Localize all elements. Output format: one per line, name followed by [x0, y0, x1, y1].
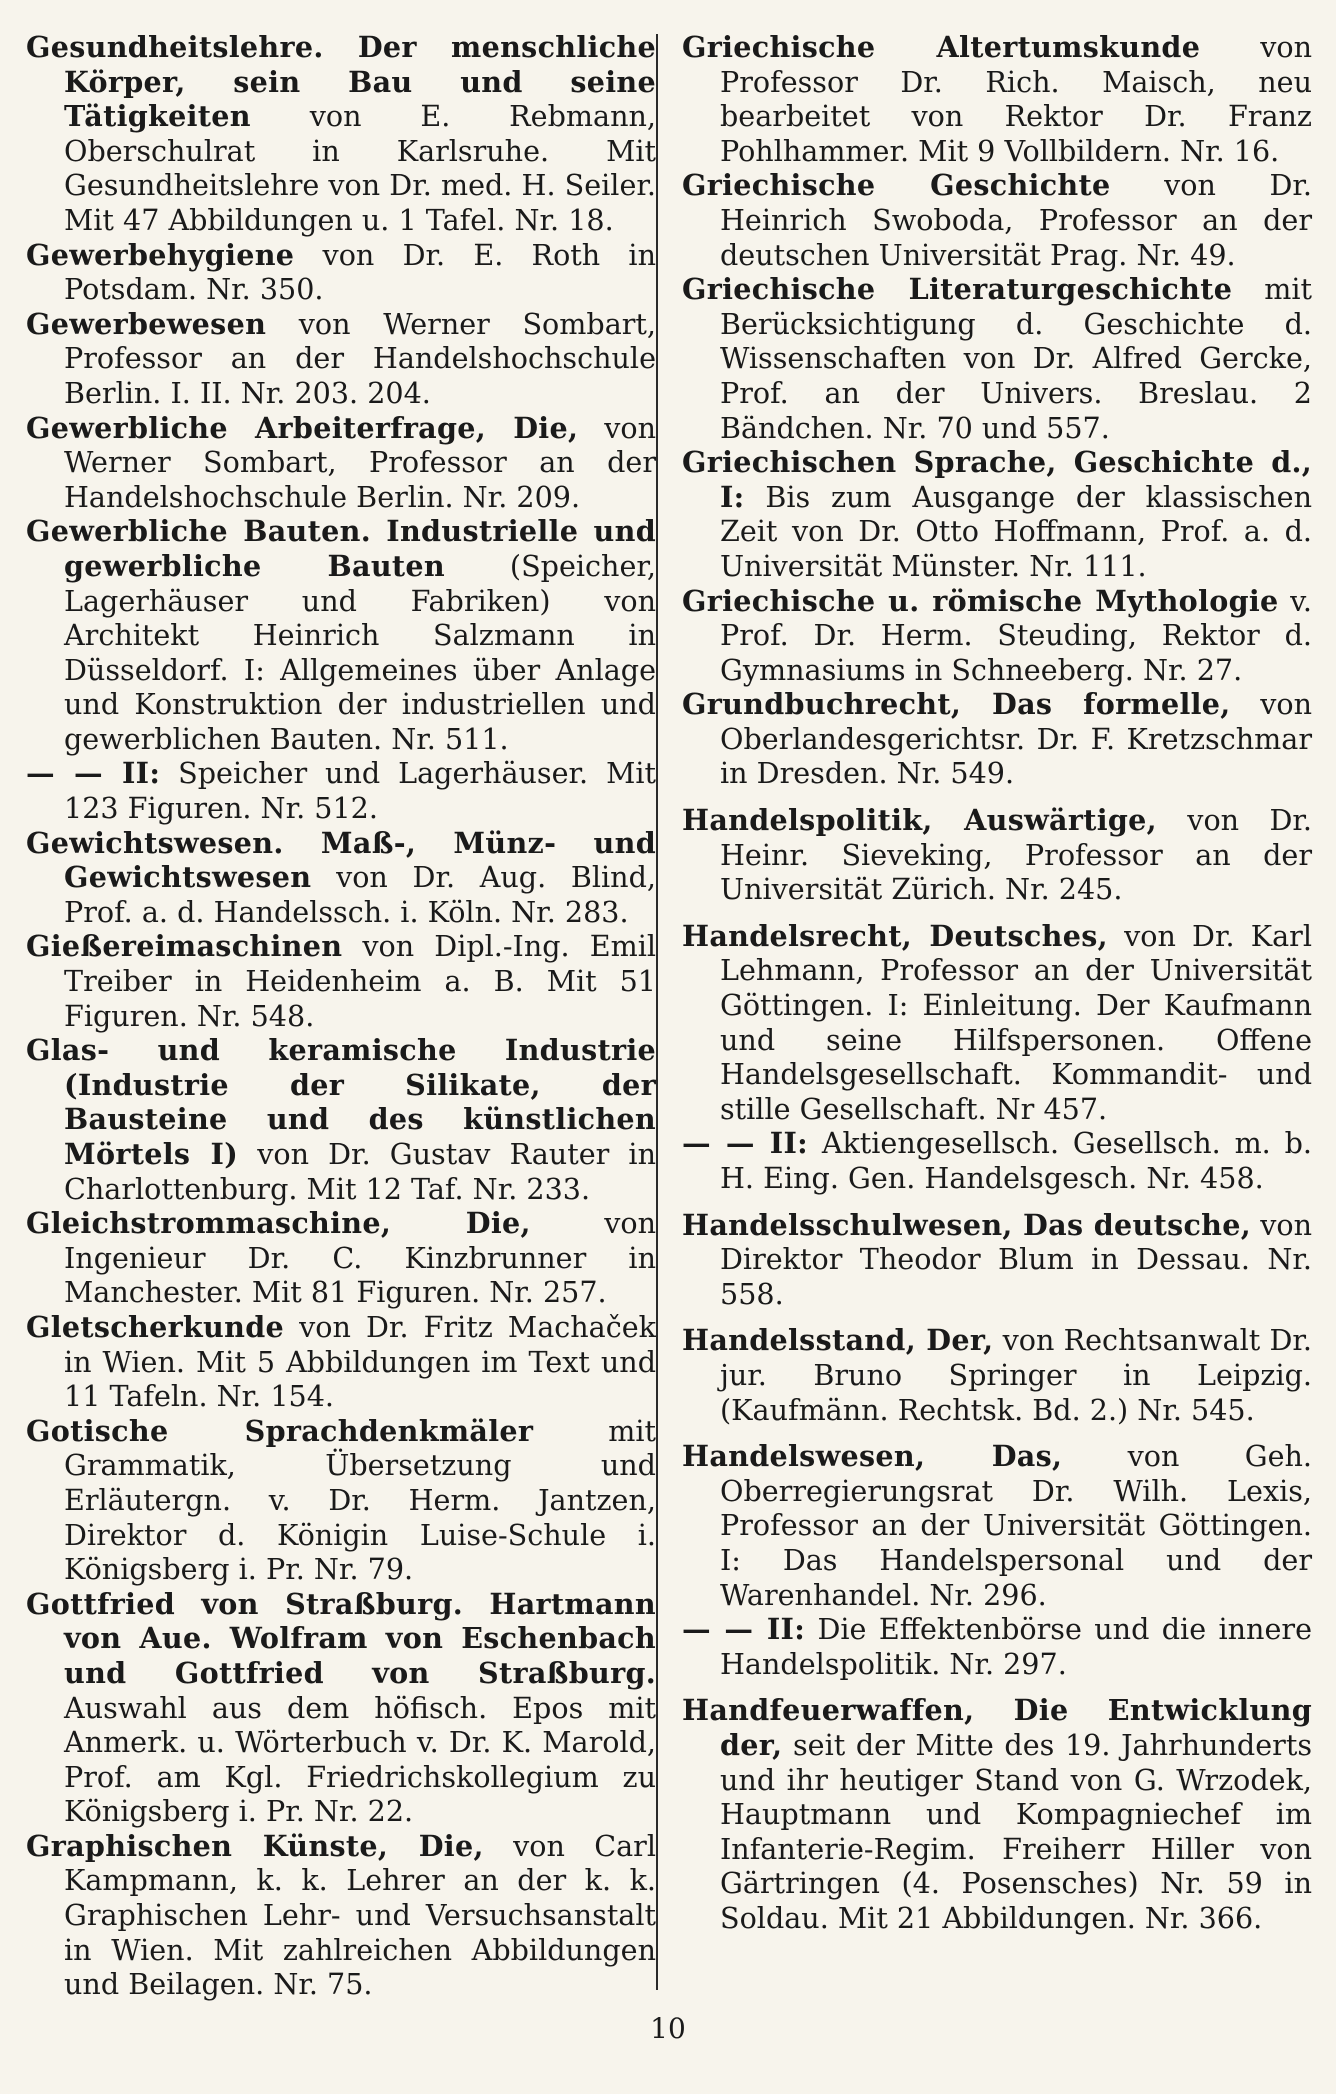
entry-heading: Gewichtswesen. Maß-, Münz- und Gewichtswesen: [26, 825, 656, 895]
catalog-entry: [26, 307, 656, 411]
catalog-entry: [682, 272, 1312, 445]
catalog-entry: [682, 445, 1312, 583]
right-column: [682, 30, 1312, 1935]
entry-heading: Handelsrecht, Deutsches,: [682, 918, 1108, 953]
entry-heading: Handfeuerwaffen, Die Entwicklung der,: [682, 1693, 1312, 1762]
entry-text: von Direktor Theodor Blum in Dessau. Nr. 558.: [720, 1207, 1313, 1311]
catalog-entry: [682, 1439, 1312, 1612]
entry-heading: Griechische Geschichte: [682, 168, 1111, 203]
entry-heading: — — II:: [682, 1126, 808, 1161]
column-divider: [656, 34, 658, 1990]
entry-text: von Rechtsanwalt Dr. jur. Bruno Springer in Leipzig. (Kaufmänn. Rechtsk. Bd. 2.) Nr. 545.: [720, 1323, 1312, 1427]
entry-text: (Speicher, Lagerhäuser und Fabriken) von Architekt Heinrich Salzmann in Düsseldorf. I: Allgemeines über Anlage und Konstruktion der industriellen und gewerblichen Bauten. Nr. 511.: [64, 548, 656, 756]
entry-text: von Dr. Gustav Rauter in Charlottenburg. Mit 12 Taf. Nr. 233.: [64, 1137, 656, 1206]
entry-text: von Werner Sombart, Professor an der Handelshochschule Berlin. I. II. Nr. 203. 204.: [64, 306, 656, 410]
catalog-entry: [26, 514, 656, 756]
catalog-entry: [682, 687, 1312, 791]
entry-text: von Geh. Oberregierungsrat Dr. Wilh. Lexis, Professor an der Universität Göttingen. I: Das Handelspersonal und der Warenhandel. Nr. 296.: [720, 1439, 1312, 1612]
entry-heading: Graphischen Künste, Die,: [26, 1828, 484, 1863]
entry-text: seit der Mitte des 19. Jahrhunderts und ihr heutiger Stand von G. Wrzodek, Hauptmann und Kompagniechef im Infanterie-Regim. Freiherr Hiller von Gärtringen (4. Posensches) Nr. 59 in Soldau. Mit 21 Abbildungen. Nr. 366.: [720, 1727, 1312, 1935]
entry-heading: Gewerbewesen: [26, 306, 267, 341]
catalog-entry: [682, 1693, 1312, 1935]
entry-heading: Grundbuchrecht, Das formelle,: [682, 687, 1231, 722]
entry-heading: — — II:: [682, 1612, 806, 1647]
catalog-entry: [26, 756, 656, 825]
entry-heading: Gleichstrommaschine, Die,: [26, 1206, 531, 1241]
catalog-entry: [682, 1323, 1312, 1427]
catalog-entry: [26, 1414, 656, 1587]
catalog-entry: [26, 826, 656, 930]
page-number: 10: [650, 2012, 686, 2045]
entry-heading: Gewerbliche Arbeiterfrage, Die,: [26, 410, 579, 445]
entry-text: von Professor Dr. Rich. Maisch, neu bearbeitet von Rektor Dr. Franz Pohlhammer. Mit 9 Vollbildern. Nr. 16.: [720, 30, 1312, 168]
catalog-entry: [682, 919, 1312, 1127]
entry-text: Speicher und Lagerhäuser. Mit 123 Figuren. Nr. 512.: [64, 756, 656, 826]
catalog-entry: [26, 1587, 656, 1829]
entry-text: von E. Rebmann, Oberschulrat in Karlsruhe. Mit Gesundheitslehre von Dr. med. H. Seiler. Mit 47 Abbildungen u. 1 Tafel. Nr. 18.: [64, 99, 656, 237]
entry-text: von Dr. Heinrich Swoboda, Professor an der deutschen Universität Prag. Nr. 49.: [720, 168, 1312, 272]
catalog-entry: [26, 1033, 656, 1206]
catalog-entry: [26, 30, 656, 238]
entry-heading: Gesundheitslehre. Der menschliche Körper, sein Bau und seine Tätigkeiten: [26, 30, 656, 134]
entry-heading: Handelsstand, Der,: [682, 1323, 994, 1358]
catalog-entry: [682, 803, 1312, 907]
entry-text: Auswahl aus dem höfisch. Epos mit Anmerk. u. Wörterbuch v. Dr. K. Marold, Prof. am Kgl. Friedrichskollegium zu Königsberg i. Pr. Nr. 22.: [64, 1690, 656, 1829]
catalog-entry: [682, 30, 1312, 168]
entry-text: Bis zum Ausgange der klassischen Zeit von Dr. Otto Hoffmann, Prof. a. d. Universität Münster. Nr. 111.: [720, 479, 1312, 583]
entry-heading: Gießereimaschinen: [26, 929, 343, 964]
entry-text: v. Prof. Dr. Herm. Steuding, Rektor d. Gymnasiums in Schneeberg. Nr. 27.: [720, 583, 1312, 687]
catalog-entry: [26, 1310, 656, 1414]
entry-heading: Gewerbliche Bauten. Industrielle und gewerbliche Bauten: [26, 514, 656, 583]
catalog-entry: [26, 1206, 656, 1310]
entry-text: von Oberlandesgerichtsr. Dr. F. Kretzschmar in Dresden. Nr. 549.: [720, 687, 1312, 791]
entry-heading: Griechische Literaturgeschichte: [682, 272, 1233, 307]
catalog-entry: [682, 584, 1312, 688]
catalog-entry: [26, 411, 656, 515]
entry-heading: — — II:: [26, 756, 161, 791]
entry-text: von Dr. Heinr. Sieveking, Professor an der Universität Zürich. Nr. 245.: [720, 803, 1312, 907]
entry-text: von Ingenieur Dr. C. Kinzbrunner in Manchester. Mit 81 Figuren. Nr. 257.: [64, 1206, 656, 1310]
left-column: [26, 30, 656, 2002]
entry-heading: Griechischen Sprache, Geschichte d., I:: [682, 445, 1312, 514]
catalog-entry: [682, 1612, 1312, 1681]
entry-heading: Gottfried von Straßburg. Hartmann von Aue. Wolfram von Eschenbach und Gottfried von Straßburg.: [26, 1586, 656, 1690]
entry-text: Aktiengesellsch. Gesellsch. m. b. H. Eing. Gen. Handelsgesch. Nr. 458.: [720, 1126, 1312, 1195]
catalog-entry: [682, 1126, 1312, 1195]
entry-heading: Griechische Altertumskunde: [682, 30, 1201, 64]
entry-heading: Glas- und keramische Industrie (Industrie der Silikate, der Bausteine und des künstlichen Mörtels I): [26, 1033, 656, 1171]
catalog-entry: [26, 929, 656, 1033]
entry-text: Die Effektenbörse und die innere Handelspolitik. Nr. 297.: [720, 1612, 1312, 1681]
entry-heading: Gotische Sprachdenkmäler: [26, 1413, 534, 1448]
entry-text: von Dr. Karl Lehmann, Professor an der Universität Göttingen. I: Einleitung. Der Kaufmann und seine Hilfspersonen. Offene Handelsgesellschaft. Kommandit- und stille Gesellschaft. Nr 457.: [720, 918, 1312, 1126]
entry-text: von Carl Kampmann, k. k. Lehrer an der k. k. Graphischen Lehr- und Versuchsanstalt in Wien. Mit zahlreichen Abbildungen und Beilagen. Nr. 75.: [64, 1828, 656, 2002]
catalog-entry: [682, 1208, 1312, 1312]
entry-heading: Handelsschulwesen, Das deutsche,: [682, 1207, 1252, 1242]
catalog-entry: [682, 168, 1312, 272]
entry-text: von Dr. Fritz Machaček in Wien. Mit 5 Abbildungen im Text und 11 Tafeln. Nr. 154.: [64, 1309, 656, 1414]
catalog-entry: [26, 238, 656, 307]
entry-heading: Griechische u. römische Mythologie: [682, 583, 1279, 618]
entry-heading: Handelswesen, Das,: [682, 1439, 1063, 1474]
entry-heading: Handelspolitik, Auswärtige,: [682, 803, 1157, 838]
entry-text: mit Grammatik, Übersetzung und Erläutergn. v. Dr. Herm. Jantzen, Direktor d. Königin Luise-Schule i. Königsberg i. Pr. Nr. 79.: [64, 1413, 657, 1587]
entry-text: von Dr. Aug. Blind, Prof. a. d. Handelssch. i. Köln. Nr. 283.: [64, 860, 656, 929]
entry-heading: Gewerbehygiene: [26, 237, 295, 272]
entry-text: von Werner Sombart, Professor an der Handelshochschule Berlin. Nr. 209.: [64, 410, 656, 514]
entry-text: von Dr. E. Roth in Potsdam. Nr. 350.: [64, 237, 656, 307]
entry-text: von Dipl.-Ing. Emil Treiber in Heidenheim a. B. Mit 51 Figuren. Nr. 548.: [64, 929, 656, 1033]
entry-text: mit Berücksichtigung d. Geschichte d. Wissenschaften von Dr. Alfred Gercke, Prof. an der Univers. Breslau. 2 Bändchen. Nr. 70 und 557.: [720, 272, 1312, 445]
catalog-entry: [26, 1829, 656, 2002]
entry-heading: Gletscherkunde: [26, 1309, 285, 1344]
